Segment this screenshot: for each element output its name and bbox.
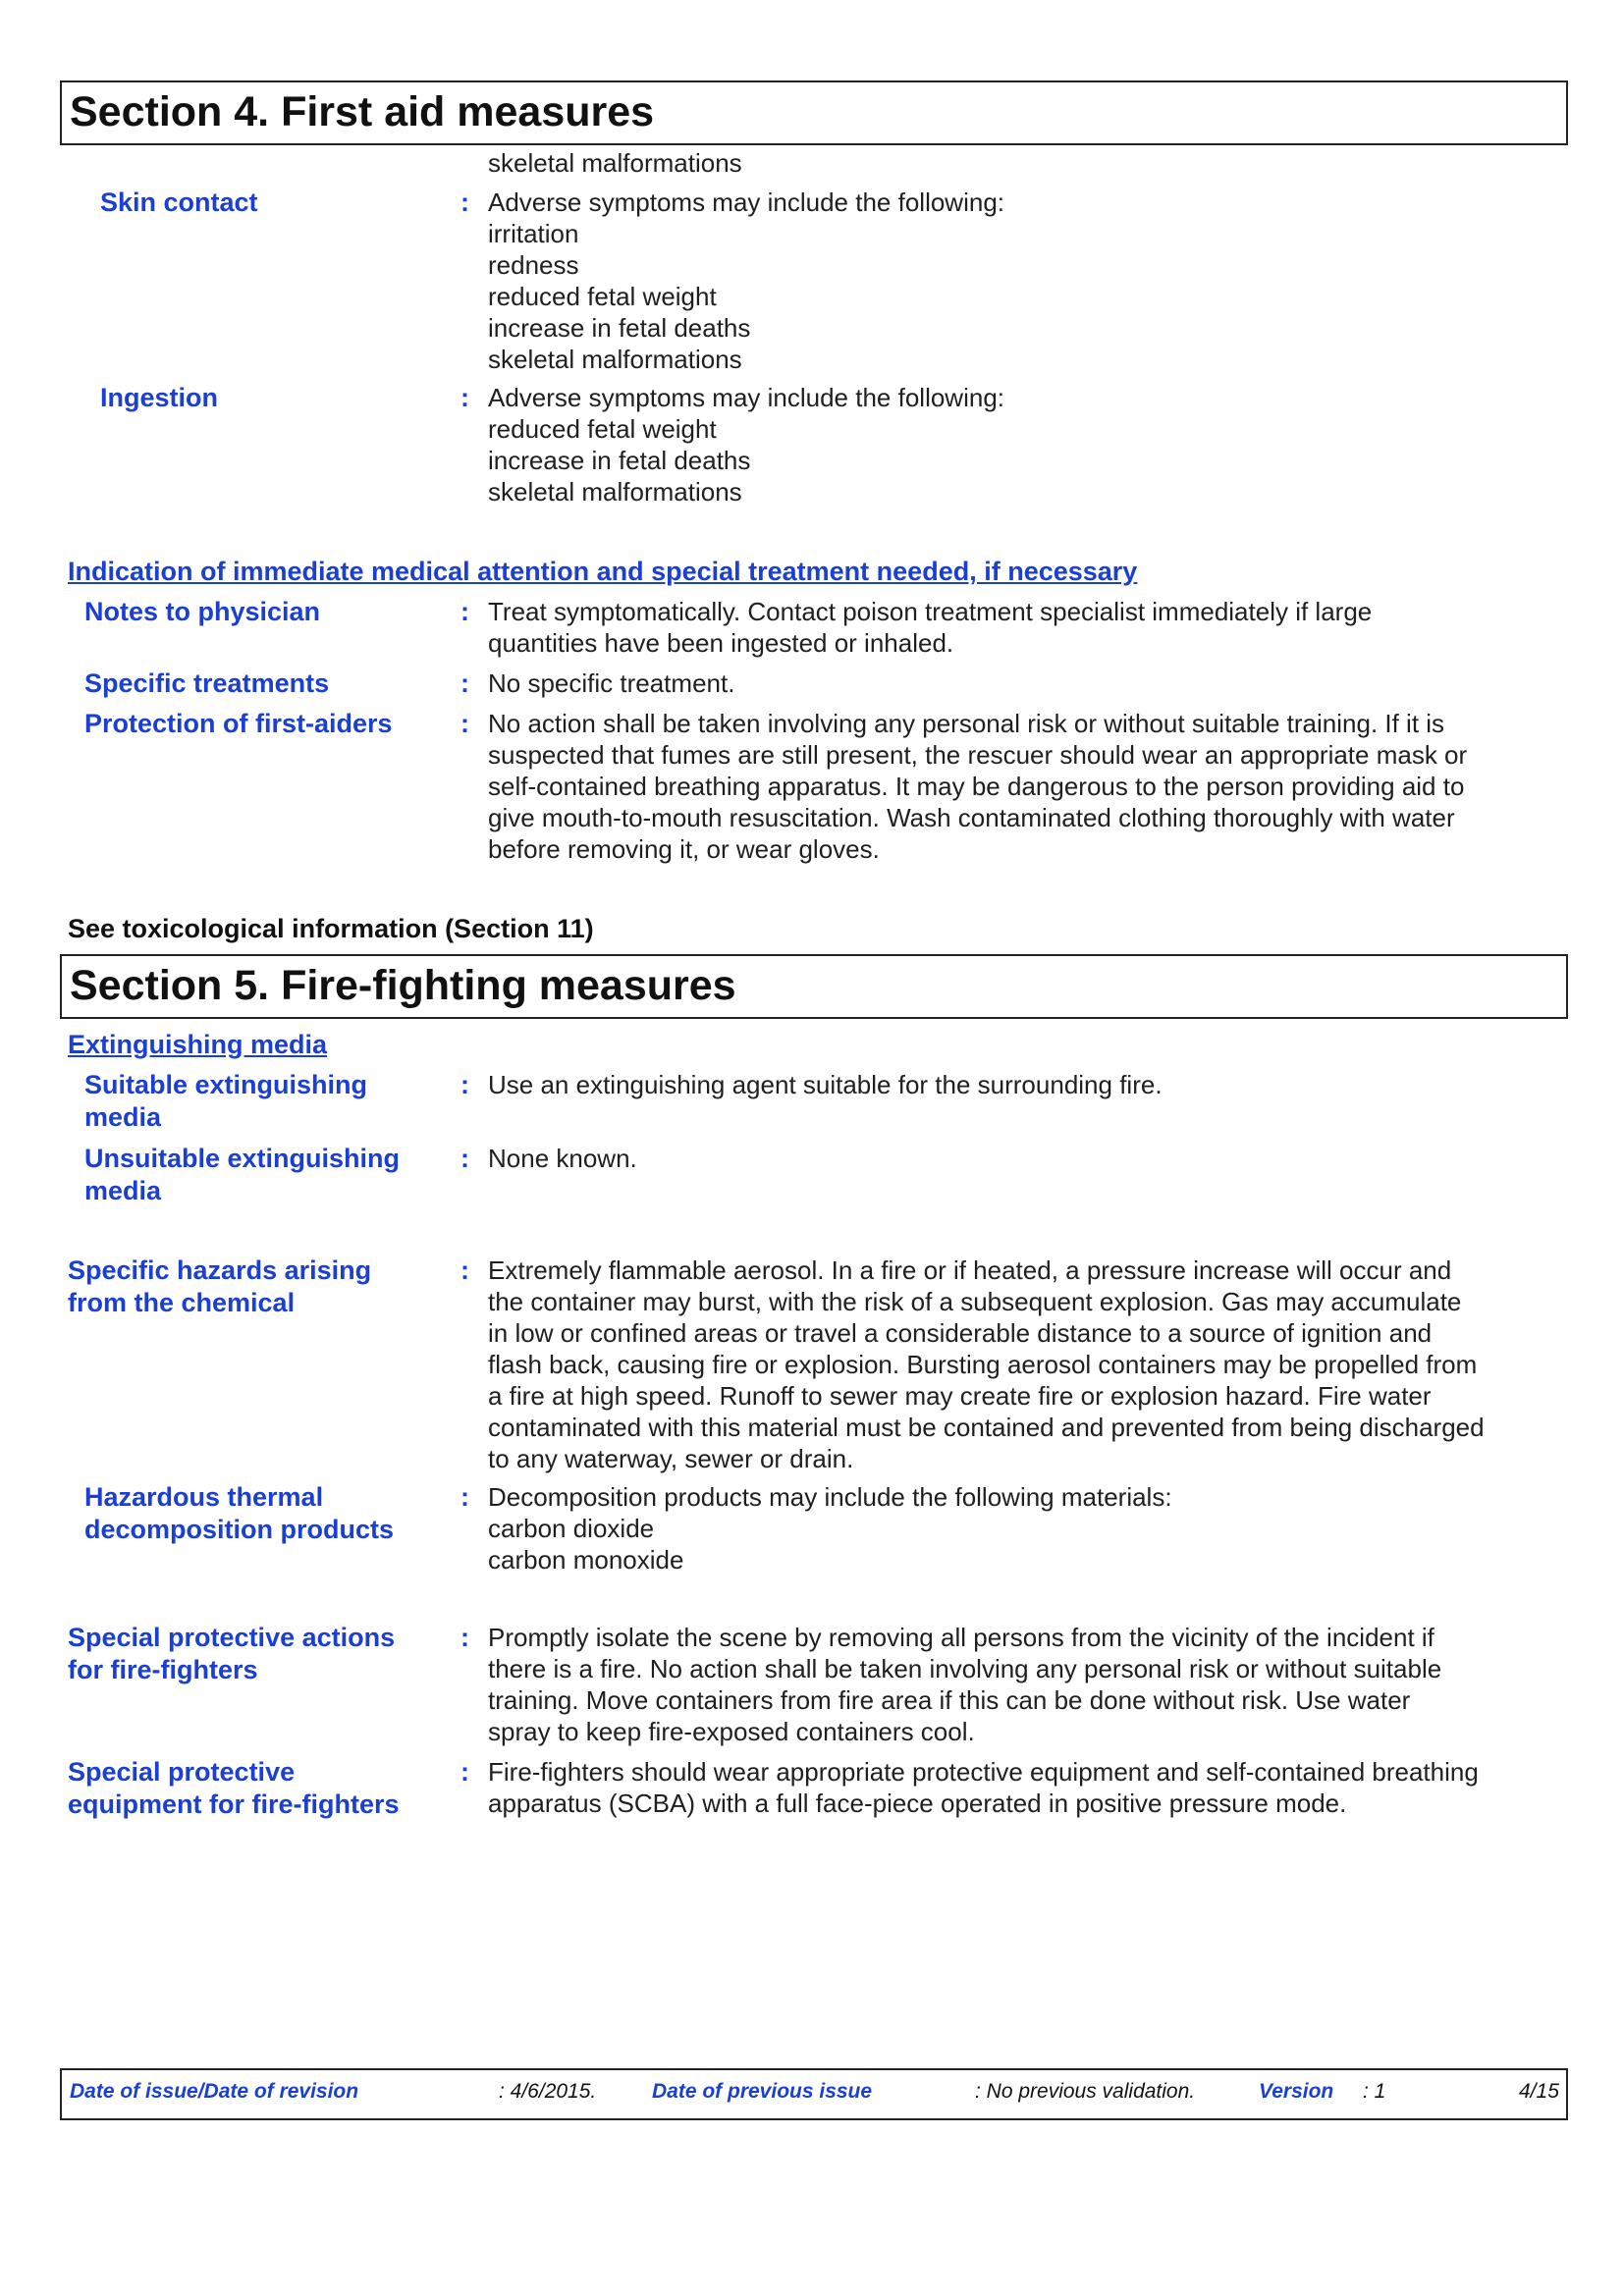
value-line: before removing it, or wear gloves. — [488, 834, 880, 864]
section-4-header — [60, 80, 1568, 145]
protection-first-aiders-value — [488, 708, 1467, 865]
colon: : — [460, 1757, 469, 1787]
skin-contact-label: Skin contact — [100, 187, 258, 217]
carryover-line: skeletal malformations — [488, 148, 742, 178]
value-line: self-contained breathing apparatus. It may be dangerous to the person providing aid to — [488, 772, 1465, 801]
section-5-title: Section 5. Fire-fighting measures — [70, 962, 736, 1009]
value-line: carbon dioxide — [488, 1514, 655, 1543]
hazardous-thermal-value — [488, 1481, 1172, 1575]
label-line: Suitable extinguishing — [84, 1070, 368, 1099]
value-line: a fire at high speed. Runoff to sewer may create fire or explosion hazard. Fire water — [488, 1381, 1432, 1411]
value-line: No specific treatment. — [488, 668, 735, 698]
colon: : — [460, 1482, 469, 1512]
value-line: No action shall be taken involving any personal risk or without suitable training. If it is — [488, 709, 1445, 738]
section-4-title: Section 4. First aid measures — [70, 88, 655, 135]
medical-attention-heading: Indication of immediate medical attention and special treatment needed, if necessary — [68, 557, 1138, 586]
colon: : — [460, 1144, 469, 1173]
value-line: irritation — [488, 219, 579, 248]
colon: : — [460, 1623, 469, 1652]
suitable-media-label — [84, 1069, 367, 1134]
value-line: spray to keep fire-exposed containers cool. — [488, 1717, 975, 1746]
value-line: carbon monoxide — [488, 1545, 684, 1575]
value-line: Treat symptomatically. Contact poison treatment specialist immediately if large — [488, 597, 1373, 626]
label-line: decomposition products — [84, 1515, 395, 1544]
colon: : — [460, 668, 469, 698]
value-line: quantities have been ingested or inhaled. — [488, 628, 954, 658]
value-line: flash back, causing fire or explosion. Bursting aerosol containers may be propelled from — [488, 1350, 1478, 1379]
ingestion-value — [488, 382, 1004, 507]
colon: : — [460, 1255, 469, 1285]
value-line: Use an extinguishing agent suitable for the surrounding fire. — [488, 1070, 1163, 1099]
specific-hazards-label — [68, 1255, 371, 1319]
specific-treatments-value — [488, 667, 734, 699]
unsuitable-media-label — [84, 1143, 400, 1207]
colon: : — [460, 1070, 469, 1099]
label-line: media — [84, 1102, 162, 1132]
label-line: Unsuitable extinguishing — [84, 1144, 401, 1173]
section-5-header — [60, 954, 1568, 1019]
issue-date-value: : 4/6/2015. — [499, 2080, 597, 2103]
value-line: Adverse symptoms may include the following: — [488, 187, 1005, 217]
value-line: give mouth-to-mouth resuscitation. Wash contaminated clothing thoroughly with water — [488, 803, 1455, 832]
label-line: Special protective actions — [68, 1623, 396, 1652]
page-number: 4/15 — [1519, 2080, 1559, 2103]
ingestion-label: Ingestion — [100, 383, 218, 412]
value-line: Promptly isolate the scene by removing all persons from the vicinity of the incident if — [488, 1623, 1434, 1652]
value-line: None known. — [488, 1144, 637, 1173]
value-line: increase in fetal deaths — [488, 446, 751, 475]
value-line: apparatus (SCBA) with a full face-piece operated in positive pressure mode. — [488, 1789, 1347, 1818]
value-line: contaminated with this material must be contained and prevented from being discharged — [488, 1413, 1485, 1442]
protection-first-aiders-label: Protection of first-aiders — [84, 709, 393, 738]
label-line: equipment for fire-fighters — [68, 1789, 400, 1819]
value-line: Decomposition products may include the following materials: — [488, 1482, 1172, 1512]
value-line: suspected that fumes are still present, the rescuer should wear an appropriate mask or — [488, 740, 1468, 770]
value-line: skeletal malformations — [488, 477, 742, 507]
value-line: increase in fetal deaths — [488, 313, 751, 343]
value-line: training. Move containers from fire area if this can be done without risk. Use water — [488, 1685, 1411, 1715]
label-line: Hazardous thermal — [84, 1482, 324, 1512]
page-footer — [60, 2068, 1568, 2120]
colon: : — [460, 187, 469, 217]
protective-equipment-label — [68, 1756, 400, 1821]
value-line: reduced fetal weight — [488, 414, 717, 444]
protective-actions-value — [488, 1622, 1441, 1747]
value-line: in low or confined areas or travel a considerable distance to a source of ignition and — [488, 1318, 1433, 1348]
value-line: Adverse symptoms may include the following: — [488, 383, 1005, 412]
previous-issue-value: : No previous validation. — [975, 2080, 1196, 2103]
value-line: to any waterway, sewer or drain. — [488, 1444, 854, 1473]
protective-actions-label — [68, 1622, 395, 1686]
hazardous-thermal-label — [84, 1481, 394, 1546]
label-line: Special protective — [68, 1757, 296, 1787]
label-line: from the chemical — [68, 1288, 296, 1317]
notes-to-physician-label: Notes to physician — [84, 597, 321, 626]
extinguishing-media-heading: Extinguishing media — [68, 1030, 328, 1059]
previous-issue-label: Date of previous issue — [652, 2080, 873, 2103]
unsuitable-media-value — [488, 1143, 637, 1174]
value-line: skeletal malformations — [488, 345, 742, 374]
label-line: for fire-fighters — [68, 1655, 258, 1684]
value-line: redness — [488, 250, 579, 280]
version-value: : 1 — [1363, 2080, 1386, 2103]
specific-hazards-value — [488, 1255, 1485, 1474]
value-line: Fire-fighters should wear appropriate protective equipment and self-contained breathing — [488, 1757, 1479, 1787]
issue-date-label: Date of issue/Date of revision — [70, 2080, 359, 2103]
colon: : — [460, 597, 469, 626]
value-line: there is a fire. No action shall be taken involving any personal risk or without suitable — [488, 1654, 1442, 1683]
see-toxicological-note: See toxicological information (Section 11) — [68, 914, 594, 943]
label-line: media — [84, 1176, 162, 1205]
skin-contact-value — [488, 187, 1004, 375]
colon: : — [460, 709, 469, 738]
value-line: Extremely flammable aerosol. In a fire or if heated, a pressure increase will occur and — [488, 1255, 1452, 1285]
suitable-media-value — [488, 1069, 1163, 1100]
colon: : — [460, 383, 469, 412]
protective-equipment-value — [488, 1756, 1479, 1819]
label-line: Specific hazards arising — [68, 1255, 372, 1285]
value-line: the container may burst, with the risk of a subsequent explosion. Gas may accumulate — [488, 1287, 1462, 1316]
notes-to-physician-value — [488, 596, 1372, 659]
value-line: reduced fetal weight — [488, 282, 717, 311]
specific-treatments-label: Specific treatments — [84, 668, 330, 698]
version-label: Version — [1259, 2080, 1334, 2103]
